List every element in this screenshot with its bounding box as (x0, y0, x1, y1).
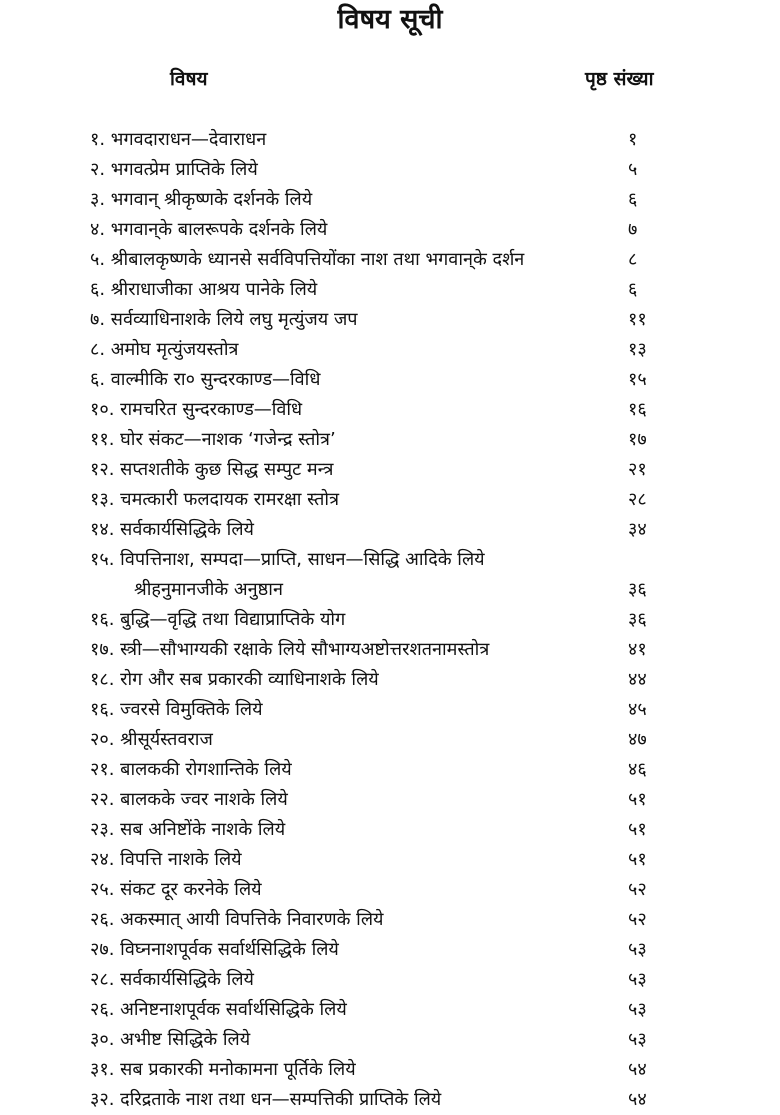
toc-entry (0, 395, 780, 425)
toc-entry-title: २. भगवत्प्रेम प्राप्तिके लिये (90, 159, 258, 180)
toc-entry-title: २६. अनिष्टनाशपूर्वक सर्वार्थसिद्धिके लिये (90, 999, 347, 1020)
toc-entry-page: ११ (628, 309, 647, 330)
toc-entry-page: ५३ (628, 999, 647, 1020)
toc-entry (0, 425, 780, 455)
toc-entry-title: २०. श्रीसूर्यस्तवराज (90, 729, 213, 750)
toc-entry-title: १५. विपत्तिनाश, सम्पदा—प्राप्ति, साधन—सिद्धि आदिके लिये (90, 549, 485, 570)
toc-entry-page: ३४ (628, 519, 647, 540)
toc-entry (0, 725, 780, 755)
toc-entry (0, 515, 780, 545)
toc-entry-title: १२. सप्तशतीके कुछ सिद्ध सम्पुट मन्त्र (90, 459, 334, 480)
page-title: विषय सूची (337, 4, 443, 35)
toc-entry-title: ७. सर्वव्याधिनाशके लिये लघु मृत्युंजय जप (90, 309, 358, 330)
toc-entry-title: ६. श्रीराधाजीका आश्रय पानेके लिये (90, 279, 318, 300)
toc-entry (0, 935, 780, 965)
toc-entry (0, 185, 780, 215)
toc-entry-page: २८ (628, 489, 647, 510)
toc-entry-title: ३०. अभीष्ट सिद्धिके लिये (90, 1029, 251, 1050)
toc-entry-page: ७ (628, 219, 638, 240)
toc-entry-title: श्रीहनुमानजीके अनुष्ठान (134, 579, 283, 600)
toc-entry-title: ६. वाल्मीकि रा० सुन्दरकाण्ड—विधि (90, 369, 321, 390)
toc-entry (0, 605, 780, 635)
toc-entry-title: २२. बालकके ज्वर नाशके लिये (90, 789, 288, 810)
toc-entry-page: ५१ (628, 819, 647, 840)
toc-entry-title: १६. बुद्धि—वृद्धि तथा विद्याप्राप्तिके योग (90, 609, 346, 630)
toc-entry (0, 575, 780, 605)
toc-entry (0, 965, 780, 995)
toc-entry-title: २६. अकस्मात् आयी विपत्तिके निवारणके लिये (90, 909, 384, 930)
toc-entry (0, 1025, 780, 1055)
toc-entry-page: ८ (628, 249, 638, 270)
page-number-column-header: पृष्ठ संख्या (585, 68, 654, 90)
toc-entry (0, 545, 780, 575)
toc-entry-page: ६ (628, 189, 638, 210)
toc-entry (0, 695, 780, 725)
toc-entry-title: २७. विघ्ननाशपूर्वक सर्वार्थसिद्धिके लिये (90, 939, 339, 960)
toc-entry-title: २५. संकट दूर करनेके लिये (90, 879, 262, 900)
toc-entry-page: २१ (628, 459, 647, 480)
toc-entry (0, 335, 780, 365)
toc-entry (0, 1055, 780, 1085)
toc-entry-page: ५२ (628, 909, 647, 930)
toc-entry-page: ५ (628, 159, 638, 180)
toc-entry (0, 845, 780, 875)
toc-entry-page: १६ (628, 399, 647, 420)
toc-entry-title: ३२. दरिद्रताके नाश तथा धन—सम्पत्तिकी प्राप्तिके लिये (90, 1089, 442, 1110)
table-of-contents (0, 125, 780, 1115)
toc-entry-page: ४५ (628, 699, 647, 720)
toc-entry (0, 455, 780, 485)
toc-entry-title: २३. सब अनिष्टोंके नाशके लिये (90, 819, 286, 840)
toc-entry-page: १३ (628, 339, 647, 360)
toc-entry-page: ५१ (628, 849, 647, 870)
toc-entry-title: ४. भगवान्‌के बालरूपके दर्शनके लिये (90, 219, 328, 240)
toc-entry (0, 485, 780, 515)
toc-entry (0, 215, 780, 245)
toc-entry-page: ५१ (628, 789, 647, 810)
toc-entry-page: ५३ (628, 969, 647, 990)
toc-entry (0, 305, 780, 335)
toc-entry (0, 245, 780, 275)
toc-entry-title: १०. रामचरित सुन्दरकाण्ड—विधि (90, 399, 303, 420)
toc-entry-title: १४. सर्वकार्यसिद्धिके लिये (90, 519, 254, 540)
toc-entry (0, 905, 780, 935)
toc-entry-title: २१. बालककी रोगशान्तिके लिये (90, 759, 292, 780)
toc-entry (0, 365, 780, 395)
toc-entry-title: २४. विपत्ति नाशके लिये (90, 849, 242, 870)
toc-entry-page: १५ (628, 369, 647, 390)
toc-entry (0, 875, 780, 905)
toc-entry-page: ५४ (628, 1089, 647, 1110)
toc-entry-title: २८. सर्वकार्यसिद्धिके लिये (90, 969, 254, 990)
toc-entry-title: १७. स्त्री—सौभाग्यकी रक्षाके लिये सौभाग्यअष्टोत्तरशतनामस्तोत्र (90, 639, 490, 660)
toc-entry-page: ५२ (628, 879, 647, 900)
toc-entry-page: ३६ (628, 609, 647, 630)
toc-entry-title: १६. ज्वरसे विमुक्तिके लिये (90, 699, 263, 720)
toc-entry-page: ५३ (628, 939, 647, 960)
subject-column-header: विषय (170, 68, 208, 90)
toc-entry (0, 665, 780, 695)
toc-entry (0, 1085, 780, 1115)
toc-entry-page: ५४ (628, 1059, 647, 1080)
toc-entry (0, 275, 780, 305)
toc-entry-title: १८. रोग और सब प्रकारकी व्याधिनाशके लिये (90, 669, 379, 690)
toc-entry-title: १. भगवदाराधन—देवाराधन (90, 129, 267, 150)
toc-entry-title: १३. चमत्कारी फलदायक रामरक्षा स्तोत्र (90, 489, 340, 510)
toc-entry-page: ५३ (628, 1029, 647, 1050)
toc-entry-page: ४६ (628, 759, 647, 780)
toc-entry-page: ३६ (628, 579, 647, 600)
toc-entry (0, 125, 780, 155)
toc-entry-page: ४४ (628, 669, 647, 690)
toc-entry (0, 155, 780, 185)
toc-entry-title: ३१. सब प्रकारकी मनोकामना पूर्तिके लिये (90, 1059, 356, 1080)
toc-entry-page: १ (628, 129, 638, 150)
toc-entry (0, 755, 780, 785)
toc-entry (0, 635, 780, 665)
toc-entry (0, 995, 780, 1025)
toc-entry (0, 785, 780, 815)
toc-entry-title: ८. अमोघ मृत्युंजयस्तोत्र (90, 339, 239, 360)
toc-entry-title: ५. श्रीबालकृष्णके ध्यानसे सर्वविपत्तियोंका नाश तथा भगवान्‌के दर्शन (90, 249, 525, 270)
toc-entry-page: १७ (628, 429, 647, 450)
toc-entry (0, 815, 780, 845)
toc-entry-page: ४१ (628, 639, 647, 660)
toc-entry-title: ३. भगवान् श्रीकृष्णके दर्शनके लिये (90, 189, 313, 210)
toc-entry-page: ४७ (628, 729, 647, 750)
toc-entry-page: ६ (628, 279, 638, 300)
toc-entry-title: ११. घोर संकट—नाशक ‘गजेन्द्र स्तोत्र’ (90, 429, 336, 450)
